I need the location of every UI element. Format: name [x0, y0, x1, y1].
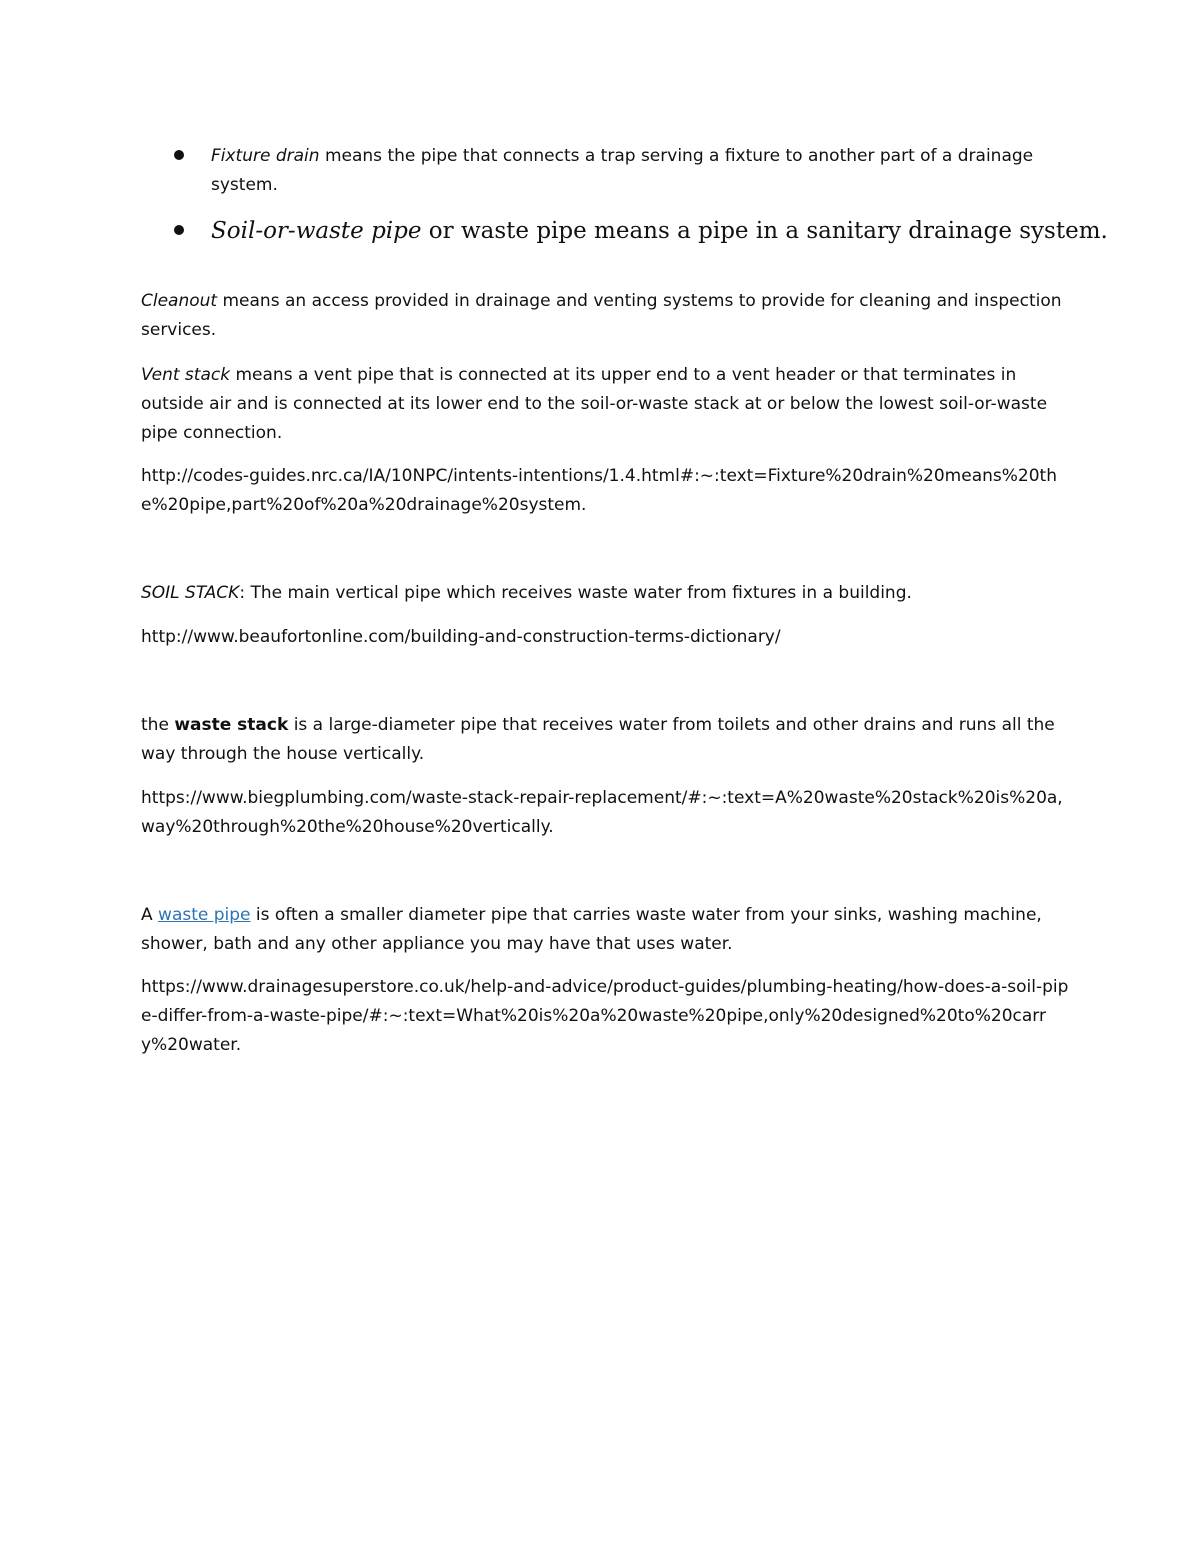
- bullet-text: [211, 216, 1108, 246]
- source-url-drainagesuperstore: https://www.drainagesuperstore.co.uk/help-and-advice/product-guides/plumbing-heating/how-does-a-soil-pipe-differ-from-a-waste-pipe/#:~:text=What%20is%20a%20waste%20pipe,only%20designed%20to%20carry%20water.: [141, 977, 1069, 1055]
- definition-prefix: A: [141, 905, 159, 925]
- definition-prefix: the: [141, 715, 175, 735]
- definition-text: is a large-diameter pipe that receives water from toilets and other drains and runs all the way through the house vertically.: [141, 715, 1055, 764]
- bullet-dot-icon: [174, 225, 184, 235]
- definition-term: Fixture drain: [211, 146, 320, 166]
- definition-text: or waste pipe means a pipe in a sanitary drainage system.: [421, 218, 1108, 244]
- paragraph-waste-pipe: [141, 901, 1071, 959]
- definition-text: : The main vertical pipe which receives waste water from fixtures in a building.: [239, 583, 912, 603]
- definition-text: is often a smaller diameter pipe that carries waste water from your sinks, washing machine, shower, bath and any other appliance you may have that uses water.: [141, 905, 1042, 954]
- paragraph-cleanout: [141, 287, 1071, 345]
- source-url-bieg: https://www.biegplumbing.com/waste-stack-repair-replacement/#:~:text=A%20waste%20stack%20is%20a,way%20through%20the%20house%20vertically.: [141, 788, 1063, 837]
- definition-term: Soil-or-waste pipe: [211, 218, 422, 244]
- definition-text: means a vent pipe that is connected at its upper end to a vent header or that terminates in outside air and is connected at its lower end to the soil-or-waste stack at or below the lowest soil-or-waste pipe connection.: [141, 365, 1048, 443]
- paragraph-vent-stack: [141, 361, 1071, 448]
- source-url-nrc: http://codes-guides.nrc.ca/IA/10NPC/intents-intentions/1.4.html#:~:text=Fixture%20drain%20means%20the%20pipe,part%20of%20a%20drainage%20system.: [141, 466, 1057, 515]
- bullet-text: [211, 142, 1061, 200]
- definition-term: SOIL STACK: [141, 583, 240, 603]
- paragraph-waste-stack: [141, 711, 1071, 769]
- definition-term: waste stack: [174, 715, 289, 735]
- source-url-beaufort: http://www.beaufortonline.com/building-and-construction-terms-dictionary/: [141, 627, 781, 647]
- waste-pipe-link[interactable]: waste pipe: [158, 905, 251, 925]
- definition-term: Cleanout: [141, 291, 218, 311]
- paragraph-soil-stack: [141, 579, 1071, 608]
- definition-term: Vent stack: [141, 365, 231, 385]
- definition-text: means an access provided in drainage and venting systems to provide for cleaning and inspection services.: [141, 291, 1062, 340]
- definition-text: means the pipe that connects a trap serving a fixture to another part of a drainage system.: [211, 146, 1034, 195]
- bullet-dot-icon: [174, 150, 184, 160]
